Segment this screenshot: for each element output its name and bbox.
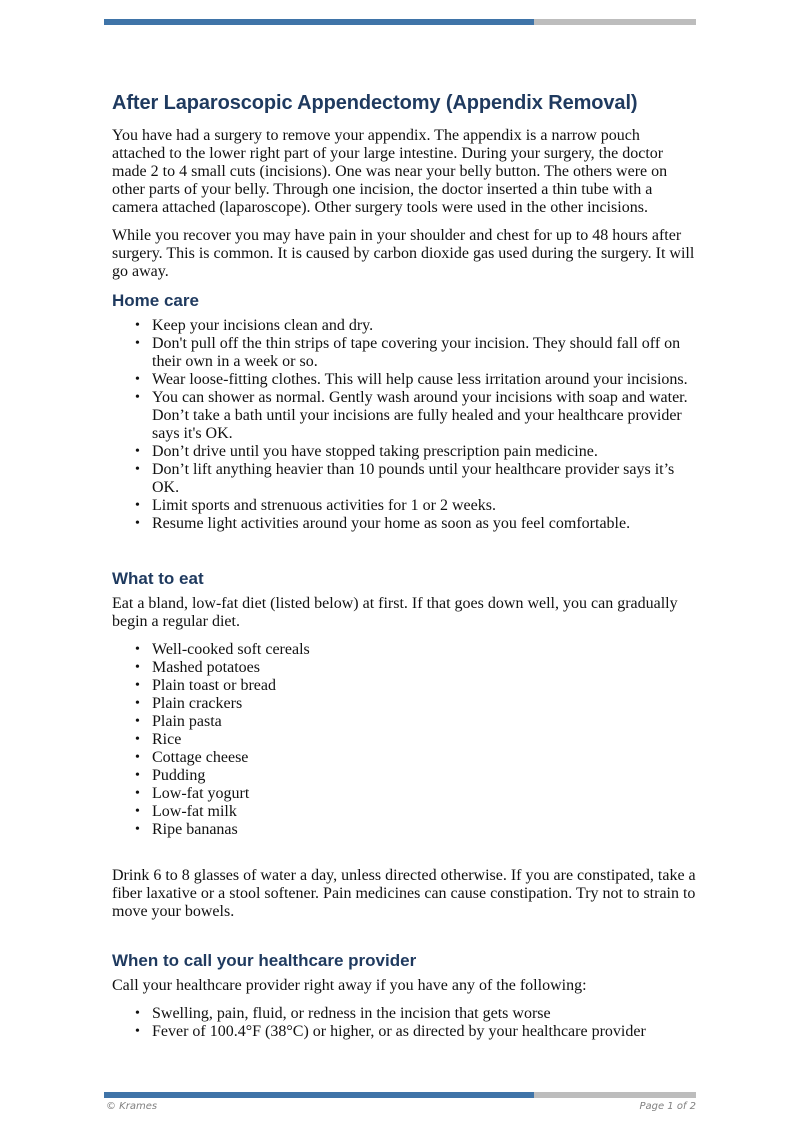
list-item	[135, 389, 697, 443]
home-care-list	[112, 317, 697, 533]
bullet-icon: •	[135, 318, 140, 333]
list-item	[135, 677, 697, 695]
section-heading-when-to-call: When to call your healthcare provider	[112, 951, 417, 970]
bullet-icon: •	[135, 642, 140, 657]
list-item	[135, 731, 697, 749]
list-item	[135, 641, 697, 659]
food-list	[112, 641, 697, 839]
list-item-text: Rice	[152, 731, 182, 748]
list-item-text: Don’t lift anything heavier than 10 pounds until your healthcare provider says it’s OK.	[152, 461, 675, 496]
list-item	[135, 695, 697, 713]
footer-bar-blue-segment	[104, 1092, 534, 1098]
footer-bar-grey-segment	[534, 1092, 696, 1098]
list-item-text: Limit sports and strenuous activities for 1 or 2 weeks.	[152, 497, 496, 514]
list-item-text: Resume light activities around your home as soon as you feel comfortable.	[152, 515, 631, 532]
bullet-icon: •	[135, 1006, 140, 1021]
list-item-text: You can shower as normal. Gently wash around your incisions with soap and water. Don’t take a bath until your incisions are fully healed and your healthcare provider says it's OK.	[152, 389, 688, 442]
list-item	[135, 317, 697, 335]
list-item-text: Plain toast or bread	[152, 677, 276, 694]
list-item-text: Wear loose-fitting clothes. This will help cause less irritation around your incisions.	[152, 371, 688, 388]
list-item-text: Low-fat milk	[152, 803, 237, 820]
bullet-icon: •	[135, 804, 140, 819]
bullet-icon: •	[135, 462, 140, 477]
when-to-call-list	[112, 1005, 697, 1041]
section-heading-what-to-eat: What to eat	[112, 569, 204, 588]
list-item-text: Ripe bananas	[152, 821, 238, 838]
list-item-text: Keep your incisions clean and dry.	[152, 317, 374, 334]
section-heading-home-care: Home care	[112, 291, 199, 310]
bullet-icon: •	[135, 444, 140, 459]
list-item	[135, 371, 697, 389]
bullet-icon: •	[135, 822, 140, 837]
bullet-icon: •	[135, 516, 140, 531]
copyright-text: © Krames	[106, 1101, 158, 1112]
list-item	[135, 497, 697, 515]
bullet-icon: •	[135, 786, 140, 801]
bullet-icon: •	[135, 336, 140, 351]
bullet-icon: •	[135, 660, 140, 675]
footer-progress-bar	[104, 1092, 696, 1098]
page-number: Page 1 of 2	[639, 1101, 696, 1112]
header-bar-grey-segment	[534, 19, 696, 25]
list-item-text: Low-fat yogurt	[152, 785, 250, 802]
list-item	[135, 515, 697, 533]
list-item	[135, 713, 697, 731]
intro-paragraph: You have had a surgery to remove your appendix. The appendix is a narrow pouch attached to the lower right part of your large intestine. During your surgery, the doctor made 2 to 4 small cuts (incisions). One was near your belly button. The others were on other parts of your belly. Through one incision, the doctor inserted a thin tube with a camera attached (laparoscope). Other surgery tools were used in the other incisions.	[112, 127, 668, 216]
what-to-eat-outro: Drink 6 to 8 glasses of water a day, unless directed otherwise. If you are constipated, take a fiber laxative or a stool softener. Pain medicines can cause constipation. Try not to strain to move your bowels.	[112, 867, 696, 920]
bullet-icon: •	[135, 768, 140, 783]
page-title: After Laparoscopic Appendectomy (Appendix Removal)	[112, 92, 638, 114]
list-item-text: Fever of 100.4°F (38°C) or higher, or as directed by your healthcare provider	[152, 1023, 646, 1040]
list-item	[135, 785, 697, 803]
what-to-eat-intro: Eat a bland, low-fat diet (listed below) at first. If that goes down well, you can gradually begin a regular diet.	[112, 595, 678, 630]
bullet-icon: •	[135, 732, 140, 747]
bullet-icon: •	[135, 696, 140, 711]
list-item	[135, 1005, 697, 1023]
bullet-icon: •	[135, 750, 140, 765]
bullet-icon: •	[135, 372, 140, 387]
list-item-text: Cottage cheese	[152, 749, 249, 766]
intro-paragraph: While you recover you may have pain in your shoulder and chest for up to 48 hours after surgery. This is common. It is caused by carbon dioxide gas used during the surgery. It will go away.	[112, 227, 695, 280]
list-item	[135, 461, 697, 497]
list-item	[135, 821, 697, 839]
bullet-icon: •	[135, 390, 140, 405]
list-item-text: Plain pasta	[152, 713, 222, 730]
list-item	[135, 767, 697, 785]
list-item-text: Pudding	[152, 767, 206, 784]
list-item	[135, 749, 697, 767]
list-item	[135, 443, 697, 461]
page-footer	[106, 1101, 696, 1112]
bullet-icon: •	[135, 678, 140, 693]
list-item	[135, 1023, 697, 1041]
list-item-text: Don't pull off the thin strips of tape covering your incision. They should fall off on their own in a week or so.	[152, 335, 681, 370]
bullet-icon: •	[135, 1024, 140, 1039]
document-body	[112, 92, 697, 1051]
bullet-icon: •	[135, 498, 140, 513]
list-item	[135, 803, 697, 821]
header-bar-blue-segment	[104, 19, 534, 25]
bullet-icon: •	[135, 714, 140, 729]
when-to-call-intro: Call your healthcare provider right away if you have any of the following:	[112, 977, 587, 994]
list-item-text: Well-cooked soft cereals	[152, 641, 310, 658]
list-item-text: Swelling, pain, fluid, or redness in the incision that gets worse	[152, 1005, 551, 1022]
header-progress-bar	[104, 19, 696, 25]
list-item	[135, 335, 697, 371]
list-item-text: Plain crackers	[152, 695, 243, 712]
list-item-text: Mashed potatoes	[152, 659, 260, 676]
list-item-text: Don’t drive until you have stopped taking prescription pain medicine.	[152, 443, 598, 460]
list-item	[135, 659, 697, 677]
